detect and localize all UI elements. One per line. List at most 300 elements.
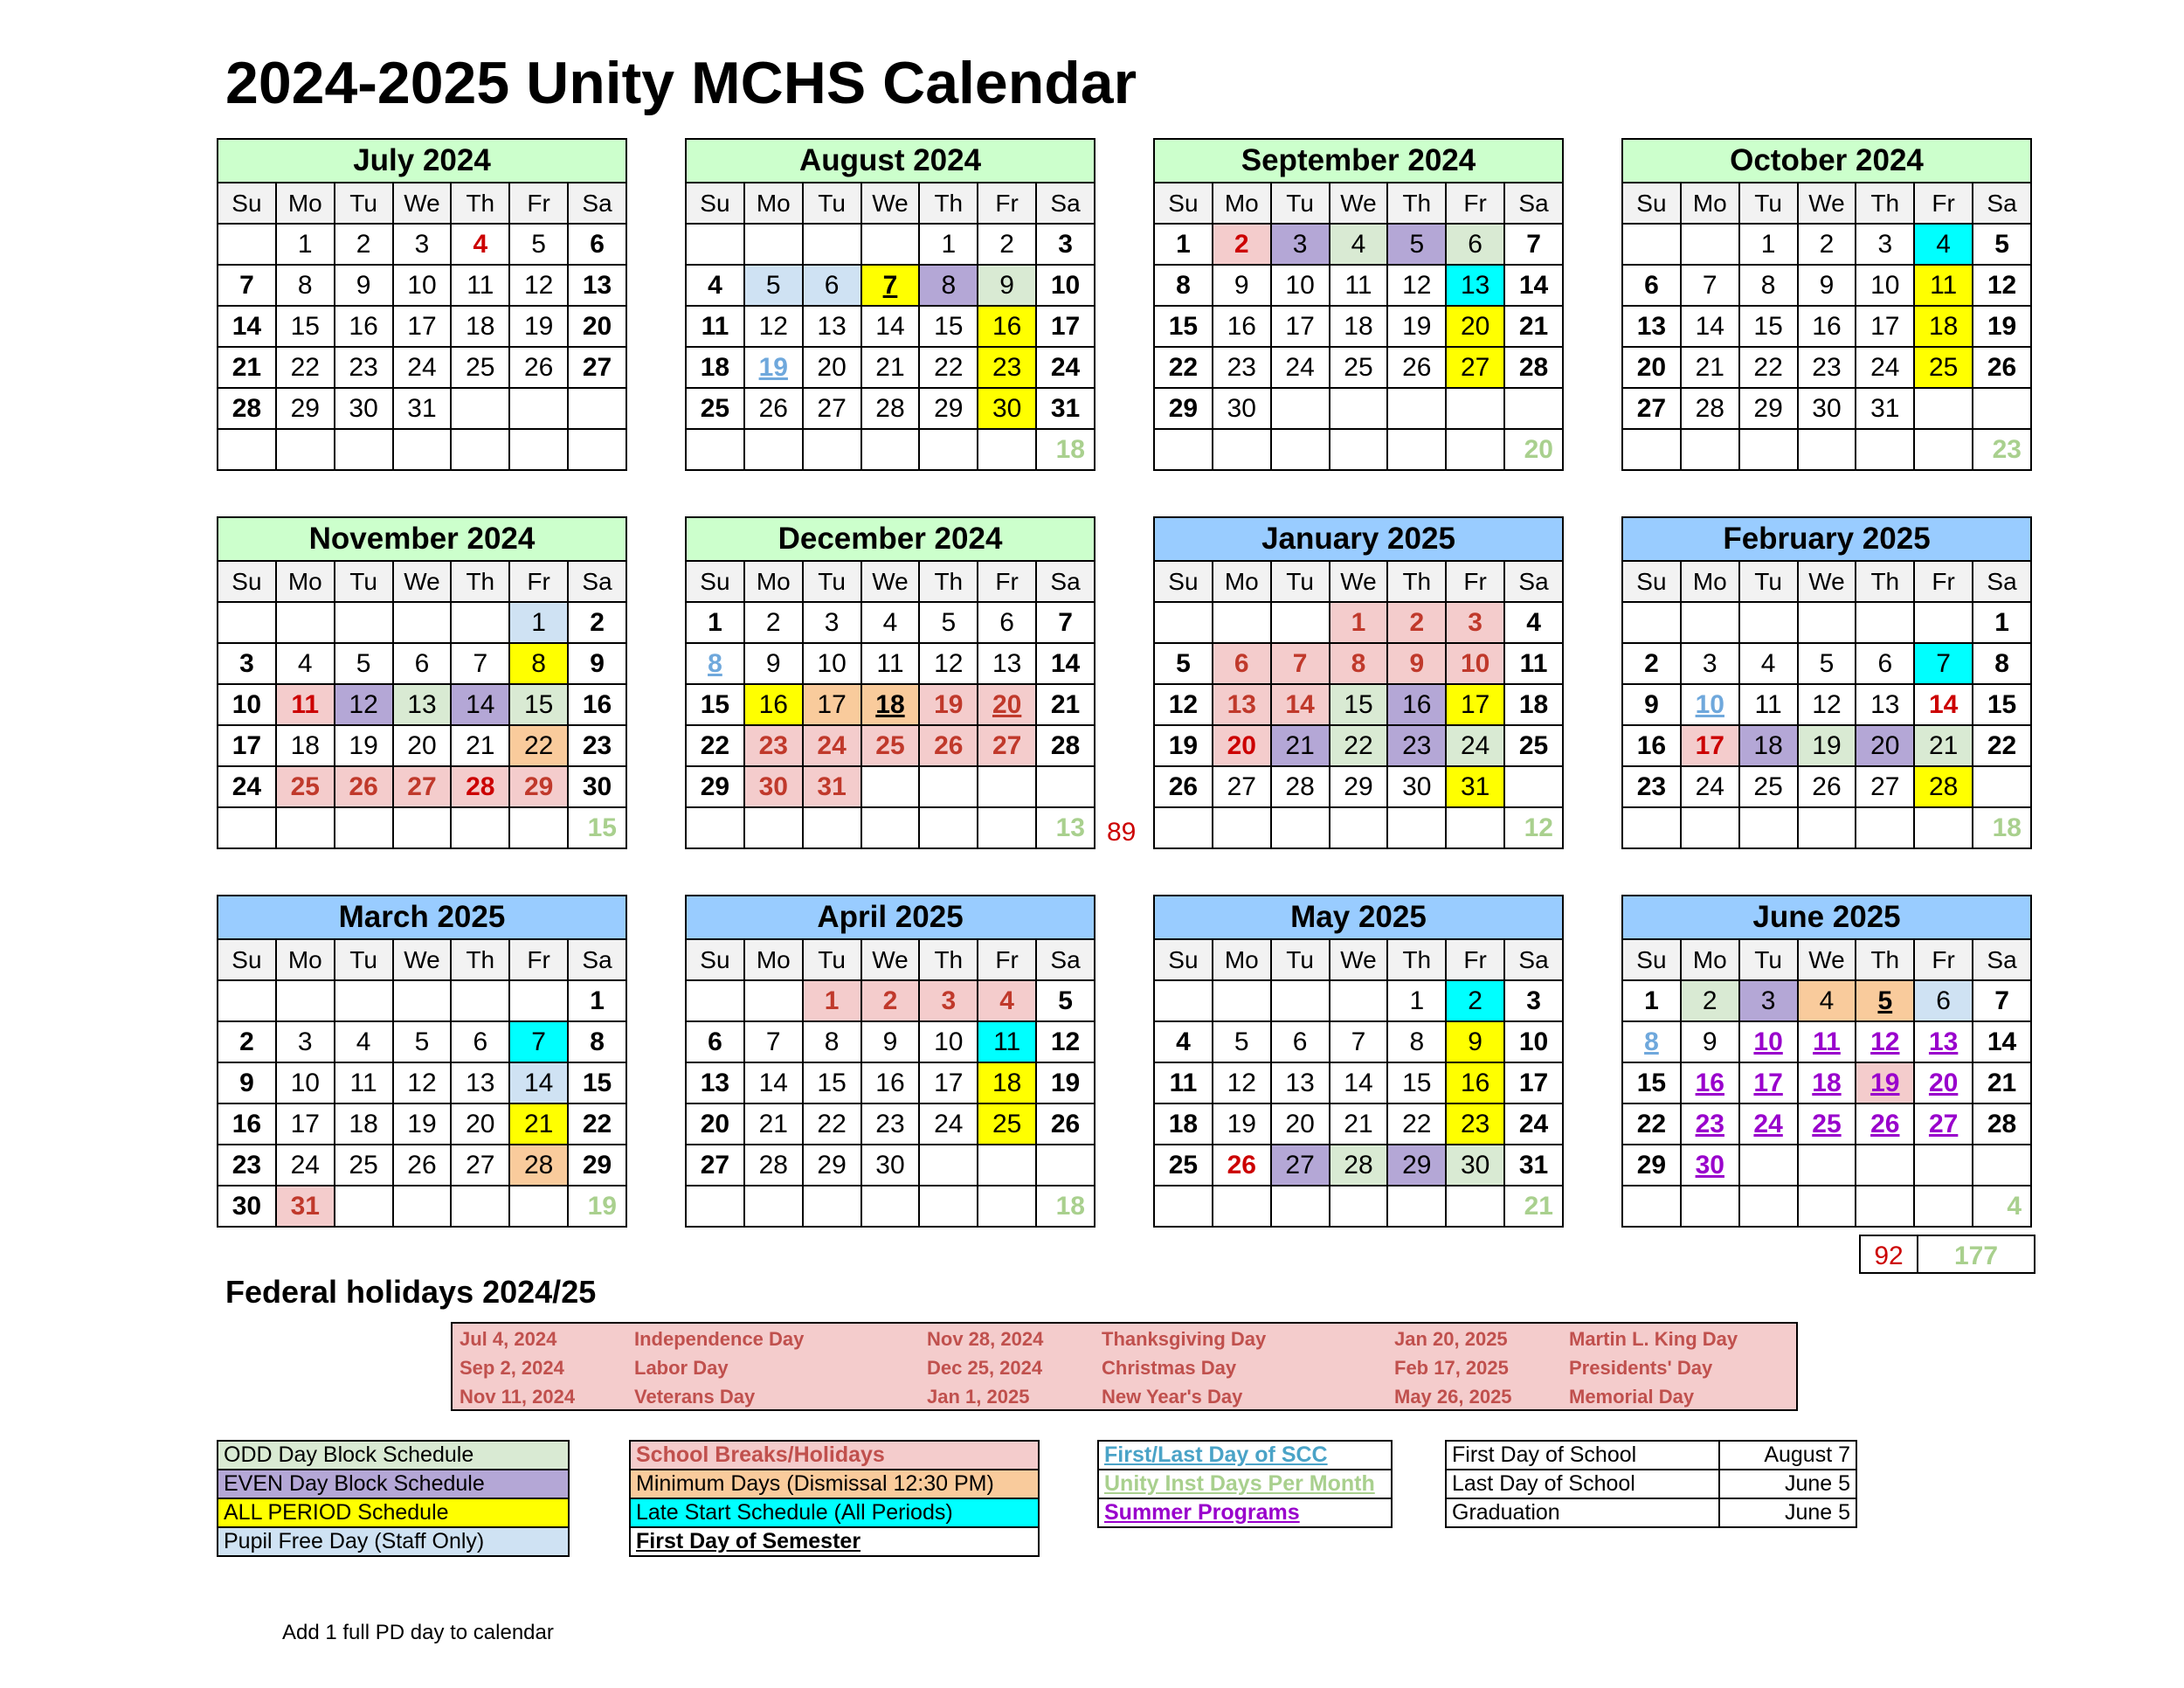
day-cell: 13 <box>1914 1021 1973 1062</box>
day-cell: 10 <box>1036 265 1095 306</box>
day-cell: 28 <box>1271 766 1330 807</box>
day-cell: 23 <box>1798 347 1856 388</box>
day-cell: 26 <box>1154 766 1213 807</box>
day-cell: 14 <box>451 684 509 725</box>
day-cell: 10 <box>1856 265 1914 306</box>
holiday-name: Presidents' Day <box>1569 1357 1713 1379</box>
weekday-header: Su <box>686 561 744 602</box>
weekday-header: Su <box>1154 561 1213 602</box>
day-cell: 16 <box>1798 306 1856 347</box>
weekday-header: Th <box>451 183 509 224</box>
empty-cell <box>568 388 626 429</box>
empty-cell <box>803 429 861 470</box>
day-cell: 16 <box>1622 725 1681 766</box>
day-cell: 3 <box>919 980 978 1021</box>
day-cell: 8 <box>803 1021 861 1062</box>
programs-legend <box>1097 1440 1393 1528</box>
weekday-header: We <box>861 939 920 980</box>
weekday-header: Su <box>1622 939 1681 980</box>
day-cell: 26 <box>335 766 393 807</box>
holiday-date: May 26, 2025 <box>1394 1386 1512 1408</box>
day-cell: 20 <box>1914 1062 1973 1103</box>
day-cell: 28 <box>509 1145 568 1186</box>
day-cell: 30 <box>335 388 393 429</box>
month-title: May 2025 <box>1154 896 1563 939</box>
empty-cell <box>335 807 393 848</box>
month-calendar <box>217 895 627 1228</box>
day-cell: 22 <box>1973 725 2031 766</box>
day-cell: 9 <box>1446 1021 1504 1062</box>
day-cell: 20 <box>451 1103 509 1145</box>
day-cell: 8 <box>686 643 744 684</box>
day-cell: 13 <box>1856 684 1914 725</box>
day-cell: 8 <box>1622 1021 1681 1062</box>
day-cell: 10 <box>218 684 276 725</box>
empty-cell <box>218 980 276 1021</box>
day-cell: 22 <box>1387 1103 1446 1145</box>
holiday-date: Sep 2, 2024 <box>460 1357 564 1379</box>
day-cell: 3 <box>1271 224 1330 265</box>
weekday-header: Sa <box>1036 939 1095 980</box>
weekday-header: Sa <box>1973 939 2031 980</box>
empty-cell <box>218 602 276 643</box>
day-cell: 21 <box>861 347 920 388</box>
day-cell: 27 <box>978 725 1036 766</box>
day-cell: 15 <box>803 1062 861 1103</box>
empty-cell <box>509 980 568 1021</box>
month-calendar <box>217 516 627 849</box>
weekday-header: Fr <box>509 939 568 980</box>
day-cell: 17 <box>276 1103 335 1145</box>
empty-cell <box>686 1186 744 1227</box>
day-cell: 18 <box>451 306 509 347</box>
day-cell: 23 <box>1622 766 1681 807</box>
empty-cell <box>335 1186 393 1227</box>
instructional-days-count: 20 <box>1504 429 1563 470</box>
empty-cell <box>509 429 568 470</box>
empty-cell <box>1914 429 1973 470</box>
day-cell: 14 <box>509 1062 568 1103</box>
day-cell: 1 <box>919 224 978 265</box>
weekday-header: Fr <box>1914 939 1973 980</box>
empty-cell <box>276 807 335 848</box>
page-title: 2024-2025 Unity MCHS Calendar <box>225 50 1137 116</box>
month-title: April 2025 <box>686 896 1095 939</box>
empty-cell <box>1739 1186 1798 1227</box>
day-cell: 2 <box>1213 224 1271 265</box>
day-cell: 21 <box>218 347 276 388</box>
day-cell: 21 <box>451 725 509 766</box>
empty-cell <box>1271 980 1330 1021</box>
day-cell: 22 <box>568 1103 626 1145</box>
weekday-header: Tu <box>803 939 861 980</box>
empty-cell <box>1622 1186 1681 1227</box>
day-cell: 27 <box>1856 766 1914 807</box>
day-cell: 1 <box>1387 980 1446 1021</box>
day-cell: 9 <box>1387 643 1446 684</box>
weekday-header: Sa <box>1036 561 1095 602</box>
empty-cell <box>276 602 335 643</box>
day-cell: 24 <box>276 1145 335 1186</box>
day-cell: 13 <box>1271 1062 1330 1103</box>
empty-cell <box>978 766 1036 807</box>
day-cell: 18 <box>1914 306 1973 347</box>
empty-cell <box>393 602 452 643</box>
day-cell: 12 <box>919 643 978 684</box>
day-cell: 15 <box>1622 1062 1681 1103</box>
day-cell: 1 <box>803 980 861 1021</box>
legend-minimum-days: Minimum Days (Dismissal 12:30 PM) <box>630 1470 1039 1498</box>
empty-cell <box>1681 224 1739 265</box>
day-cell: 4 <box>276 643 335 684</box>
day-cell: 6 <box>393 643 452 684</box>
day-cell: 4 <box>335 1021 393 1062</box>
day-cell: 28 <box>1681 388 1739 429</box>
day-cell: 22 <box>509 725 568 766</box>
day-cell: 9 <box>218 1062 276 1103</box>
empty-cell <box>1973 766 2031 807</box>
day-cell: 1 <box>1622 980 1681 1021</box>
day-cell: 5 <box>509 224 568 265</box>
day-cell: 28 <box>744 1145 803 1186</box>
day-cell: 5 <box>1856 980 1914 1021</box>
key-date-label: First Day of School <box>1446 1441 1719 1470</box>
day-cell: 28 <box>861 388 920 429</box>
weekday-header: Sa <box>1973 183 2031 224</box>
weekday-header: Fr <box>1446 183 1504 224</box>
day-cell: 12 <box>1036 1021 1095 1062</box>
empty-cell <box>1387 807 1446 848</box>
day-cell: 29 <box>1622 1145 1681 1186</box>
empty-cell <box>744 980 803 1021</box>
empty-cell <box>1271 602 1330 643</box>
weekday-header: Fr <box>978 561 1036 602</box>
weekday-header: Su <box>218 939 276 980</box>
day-cell: 27 <box>568 347 626 388</box>
day-cell: 26 <box>1798 766 1856 807</box>
day-cell: 1 <box>1739 224 1798 265</box>
empty-cell <box>1387 1186 1446 1227</box>
legend-pupil-free: Pupil Free Day (Staff Only) <box>218 1527 569 1556</box>
day-cell: 8 <box>1973 643 2031 684</box>
day-cell: 29 <box>1154 388 1213 429</box>
weekday-header: Fr <box>1446 939 1504 980</box>
empty-cell <box>1973 388 2031 429</box>
empty-cell <box>1798 1186 1856 1227</box>
day-cell: 31 <box>803 766 861 807</box>
weekday-header: Tu <box>335 561 393 602</box>
day-cell: 4 <box>1154 1021 1213 1062</box>
day-cell: 16 <box>568 684 626 725</box>
holiday-date: Jan 1, 2025 <box>927 1386 1030 1408</box>
day-cell: 14 <box>1914 684 1973 725</box>
day-cell: 1 <box>1330 602 1388 643</box>
legend-odd-day: ODD Day Block Schedule <box>218 1441 569 1470</box>
day-cell: 20 <box>686 1103 744 1145</box>
weekday-header: Tu <box>1739 939 1798 980</box>
day-cell: 24 <box>218 766 276 807</box>
day-cell: 16 <box>335 306 393 347</box>
day-cell: 17 <box>919 1062 978 1103</box>
empty-cell <box>568 429 626 470</box>
holiday-name: Thanksgiving Day <box>1102 1328 1267 1350</box>
day-cell: 31 <box>393 388 452 429</box>
day-cell: 9 <box>744 643 803 684</box>
day-cell: 26 <box>744 388 803 429</box>
empty-cell <box>276 980 335 1021</box>
day-cell: 22 <box>1622 1103 1681 1145</box>
day-cell: 16 <box>218 1103 276 1145</box>
empty-cell <box>1036 1145 1095 1186</box>
weekday-header: Mo <box>1213 939 1271 980</box>
day-cell: 3 <box>276 1021 335 1062</box>
day-cell: 16 <box>1213 306 1271 347</box>
empty-cell <box>451 602 509 643</box>
day-cell: 7 <box>218 265 276 306</box>
holiday-name: New Year's Day <box>1102 1386 1243 1408</box>
day-cell: 24 <box>803 725 861 766</box>
day-cell: 29 <box>1739 388 1798 429</box>
day-cell: 9 <box>1681 1021 1739 1062</box>
day-cell: 2 <box>218 1021 276 1062</box>
day-cell: 31 <box>276 1186 335 1227</box>
empty-cell <box>919 807 978 848</box>
day-cell: 11 <box>335 1062 393 1103</box>
year-total: 177 <box>1917 1235 2035 1274</box>
day-cell: 29 <box>1387 1145 1446 1186</box>
day-cell: 5 <box>1036 980 1095 1021</box>
day-cell: 7 <box>1914 643 1973 684</box>
day-cell: 8 <box>919 265 978 306</box>
day-cell: 19 <box>744 347 803 388</box>
weekday-header: Su <box>1622 561 1681 602</box>
day-cell: 4 <box>451 224 509 265</box>
day-cell: 19 <box>1387 306 1446 347</box>
empty-cell <box>1739 807 1798 848</box>
day-cell: 28 <box>218 388 276 429</box>
day-cell: 23 <box>335 347 393 388</box>
empty-cell <box>1973 1145 2031 1186</box>
day-cell: 17 <box>393 306 452 347</box>
day-cell: 2 <box>861 980 920 1021</box>
weekday-header: Mo <box>744 939 803 980</box>
day-cell: 18 <box>1739 725 1798 766</box>
holiday-date: Jan 20, 2025 <box>1394 1328 1508 1350</box>
day-cell: 3 <box>1504 980 1563 1021</box>
day-cell: 23 <box>218 1145 276 1186</box>
day-cell: 16 <box>1446 1062 1504 1103</box>
weekday-header: Tu <box>1271 939 1330 980</box>
day-cell: 1 <box>509 602 568 643</box>
instructional-days-count: 4 <box>1973 1186 2031 1227</box>
day-cell: 6 <box>568 224 626 265</box>
day-cell: 15 <box>1387 1062 1446 1103</box>
day-cell: 14 <box>1330 1062 1388 1103</box>
day-cell: 28 <box>1504 347 1563 388</box>
weekday-header: Th <box>919 939 978 980</box>
day-cell: 29 <box>686 766 744 807</box>
empty-cell <box>451 429 509 470</box>
weekday-header: Fr <box>978 183 1036 224</box>
holiday-name: Christmas Day <box>1102 1357 1237 1379</box>
day-cell: 31 <box>1856 388 1914 429</box>
day-cell: 11 <box>1154 1062 1213 1103</box>
day-cell: 19 <box>1036 1062 1095 1103</box>
empty-cell <box>1330 807 1388 848</box>
empty-cell <box>744 807 803 848</box>
day-cell: 3 <box>1681 643 1739 684</box>
weekday-header: Tu <box>1739 561 1798 602</box>
empty-cell <box>1914 1145 1973 1186</box>
day-cell: 5 <box>335 643 393 684</box>
empty-cell <box>1856 807 1914 848</box>
day-cell: 12 <box>335 684 393 725</box>
day-cell: 13 <box>1213 684 1271 725</box>
instructional-days-count: 18 <box>1036 429 1095 470</box>
holiday-date: Feb 17, 2025 <box>1394 1357 1509 1379</box>
weekday-header: Tu <box>803 183 861 224</box>
day-cell: 10 <box>393 265 452 306</box>
weekday-header: Sa <box>1504 561 1563 602</box>
empty-cell <box>1213 1186 1271 1227</box>
day-cell: 21 <box>1681 347 1739 388</box>
day-cell: 11 <box>1914 265 1973 306</box>
empty-cell <box>451 1186 509 1227</box>
day-cell: 27 <box>686 1145 744 1186</box>
day-cell: 7 <box>861 265 920 306</box>
day-cell: 21 <box>1973 1062 2031 1103</box>
day-cell: 7 <box>1036 602 1095 643</box>
day-cell: 9 <box>335 265 393 306</box>
day-cell: 25 <box>861 725 920 766</box>
day-cell: 12 <box>1973 265 2031 306</box>
day-cell: 15 <box>568 1062 626 1103</box>
empty-cell <box>686 807 744 848</box>
day-cell: 23 <box>568 725 626 766</box>
day-cell: 16 <box>744 684 803 725</box>
day-cell: 22 <box>1739 347 1798 388</box>
day-cell: 31 <box>1036 388 1095 429</box>
day-cell: 23 <box>1681 1103 1739 1145</box>
empty-cell <box>393 429 452 470</box>
legend-first-semester: First Day of Semester <box>630 1527 1039 1556</box>
day-cell: 18 <box>1154 1103 1213 1145</box>
day-cell: 7 <box>451 643 509 684</box>
day-cell: 12 <box>1798 684 1856 725</box>
day-cell: 24 <box>393 347 452 388</box>
day-cell: 5 <box>919 602 978 643</box>
day-cell: 18 <box>978 1062 1036 1103</box>
instructional-days-count: 18 <box>1973 807 2031 848</box>
day-cell: 4 <box>1739 643 1798 684</box>
weekday-header: We <box>1330 561 1388 602</box>
month-calendar <box>1153 516 1564 849</box>
day-cell: 8 <box>1154 265 1213 306</box>
day-cell: 7 <box>1681 265 1739 306</box>
day-cell: 17 <box>1504 1062 1563 1103</box>
legend-summer: Summer Programs <box>1098 1498 1392 1527</box>
day-cell: 27 <box>451 1145 509 1186</box>
empty-cell <box>978 807 1036 848</box>
day-cell: 13 <box>568 265 626 306</box>
empty-cell <box>509 388 568 429</box>
day-cell: 28 <box>1914 766 1973 807</box>
month-title: December 2024 <box>686 517 1095 561</box>
day-cell: 14 <box>1681 306 1739 347</box>
day-cell: 23 <box>1213 347 1271 388</box>
key-dates <box>1445 1440 1857 1528</box>
weekday-header: Mo <box>276 561 335 602</box>
empty-cell <box>744 224 803 265</box>
day-cell: 21 <box>1330 1103 1388 1145</box>
day-cell: 26 <box>1856 1103 1914 1145</box>
day-cell: 2 <box>568 602 626 643</box>
empty-cell <box>978 1145 1036 1186</box>
day-cell: 3 <box>393 224 452 265</box>
weekday-header: Su <box>218 561 276 602</box>
day-cell: 14 <box>218 306 276 347</box>
weekday-header: We <box>861 183 920 224</box>
day-cell: 10 <box>1504 1021 1563 1062</box>
day-cell: 26 <box>393 1145 452 1186</box>
month-title: August 2024 <box>686 139 1095 183</box>
day-cell: 23 <box>978 347 1036 388</box>
day-cell: 27 <box>1914 1103 1973 1145</box>
day-cell: 13 <box>803 306 861 347</box>
empty-cell <box>1681 602 1739 643</box>
day-cell: 1 <box>568 980 626 1021</box>
day-cell: 20 <box>1856 725 1914 766</box>
day-cell: 27 <box>1446 347 1504 388</box>
day-cell: 5 <box>1213 1021 1271 1062</box>
day-cell: 30 <box>1681 1145 1739 1186</box>
empty-cell <box>1622 807 1681 848</box>
weekday-header: Sa <box>1504 183 1563 224</box>
day-cell: 27 <box>393 766 452 807</box>
day-cell: 7 <box>1973 980 2031 1021</box>
weekday-header: Tu <box>1739 183 1798 224</box>
day-cell: 9 <box>861 1021 920 1062</box>
empty-cell <box>1387 429 1446 470</box>
month-calendar <box>685 895 1095 1228</box>
schedule-legend <box>217 1440 570 1557</box>
day-cell: 6 <box>978 602 1036 643</box>
weekday-header: Sa <box>1973 561 2031 602</box>
empty-cell <box>509 807 568 848</box>
day-cell: 25 <box>978 1103 1036 1145</box>
empty-cell <box>803 1186 861 1227</box>
legend-all-period: ALL PERIOD Schedule <box>218 1498 569 1527</box>
day-cell: 30 <box>978 388 1036 429</box>
empty-cell <box>1154 1186 1213 1227</box>
day-cell: 4 <box>686 265 744 306</box>
weekday-header: Tu <box>335 939 393 980</box>
empty-cell <box>1914 602 1973 643</box>
empty-cell <box>451 807 509 848</box>
empty-cell <box>919 766 978 807</box>
day-cell: 26 <box>1036 1103 1095 1145</box>
day-cell: 28 <box>1330 1145 1388 1186</box>
empty-cell <box>1446 429 1504 470</box>
day-cell: 13 <box>1446 265 1504 306</box>
day-cell: 11 <box>978 1021 1036 1062</box>
weekday-header: Th <box>1856 183 1914 224</box>
day-cell: 25 <box>1330 347 1388 388</box>
day-cell: 29 <box>803 1145 861 1186</box>
day-cell: 6 <box>1213 643 1271 684</box>
day-cell: 9 <box>1798 265 1856 306</box>
day-cell: 30 <box>568 766 626 807</box>
